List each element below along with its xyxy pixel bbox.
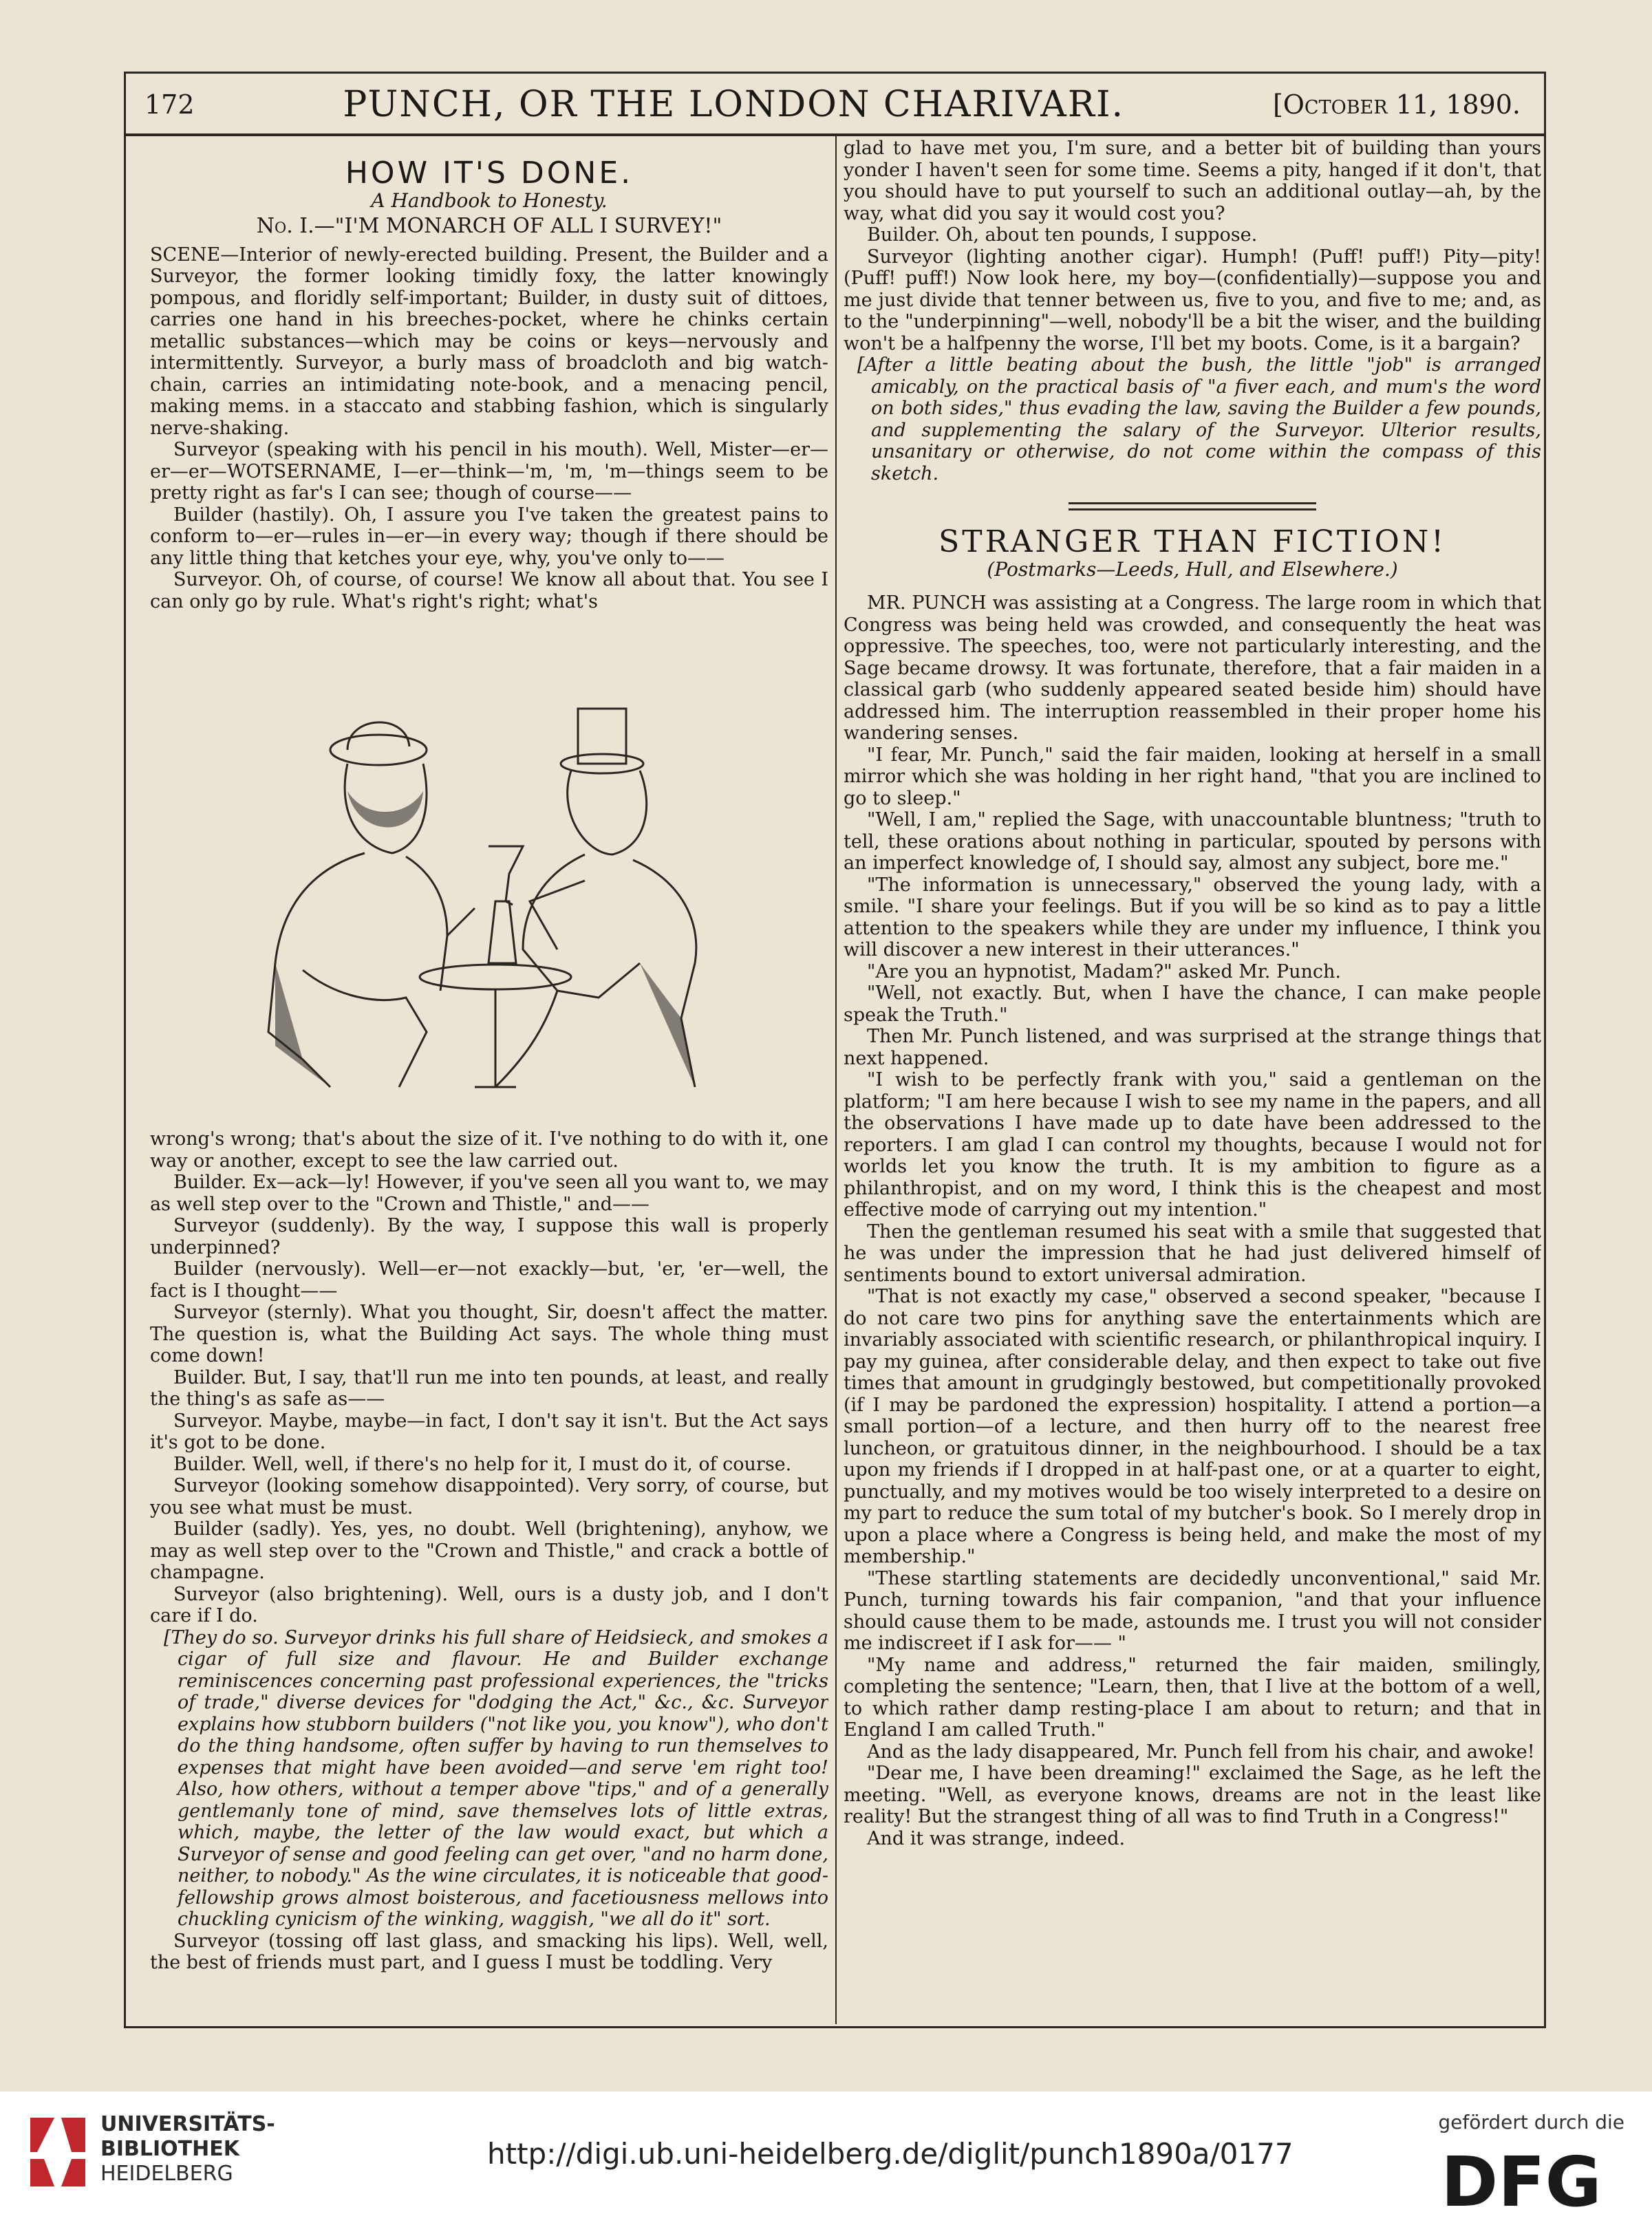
masthead-title: PUNCH, OR THE LONDON CHARIVARI. — [343, 84, 1125, 125]
header-rule — [124, 133, 1544, 136]
paragraph: "Are you an hypnotist, Madam?" asked Mr. Punch. — [867, 960, 1342, 982]
article2-subtitle: (Postmarks—Leeds, Hull, and Elsewhere.) — [987, 557, 1398, 581]
paragraph: Surveyor. Maybe, maybe—in fact, I don't say it isn't. But the Act says it's got to be done. — [150, 1410, 828, 1453]
right-column — [844, 138, 1541, 2012]
paragraph: Surveyor (also brightening). Well, ours is a dusty job, and I don't care if I do. — [150, 1583, 828, 1626]
column-divider — [835, 136, 837, 2024]
paragraph: "I wish to be perfectly frank with you," said a gentleman on the platform; "I am here because I wish to see my name in the papers, and all the observations I have made up to date have been addressed to the reporters. I am glad I can control my thoughts, because I would not for worlds let you know the truth. It is my ambition to figure as a philanthropist, and on my word, I think this is the cheapest and most effective mode of carrying out my intention." — [844, 1069, 1541, 1221]
article1-part: No. I.—"I'M MONARCH OF ALL I SURVEY!" — [256, 214, 722, 238]
paragraph: Surveyor (looking somehow disappointed). Very sorry, of course, but you see what must be must. — [150, 1475, 828, 1518]
dfg-logo-text: DFG — [1441, 2142, 1602, 2218]
stage-direction: [They do so. Surveyor drinks his full share of Heidsieck, and smokes a cigar of full size and flavour. He and Builder exchange reminiscences concerning past professional experiences, the "tricks of trade," diverse devices for "dodging the Act," &c., &c. Surveyor explains how stubborn builders ("not like you, you know"), who don't do the thing handsome, often suffer by having to run themselves to expenses that might have been avoided—and serve 'em right too! Also, how others, without a temper above "tips," and of a generally gentlemanly tone of mind, save themselves lots of little extras, which, maybe, the letter of the law would exact, but which a Surveyor of sense and good feeling can get over, "and no harm done, neither, to nobody." As the wine circulates, it is noticeable that good-fellowship grows almost boisterous, and facetiousness mellows into chuckling cynicism of the winking, waggish, "we all do it" sort. — [164, 1626, 828, 1930]
paragraph: Then the gentleman resumed his seat with a smile that suggested that he was under the impression that he had just delivered himself of sentiments bound to extort universal admiration. — [844, 1221, 1541, 1286]
page-number: 172 — [144, 89, 195, 120]
paragraph: glad to have met you, I'm sure, and a better bit of building than yours yonder I haven't seen for some time. Seems a pity, hanged if it don't, that you should have to put yourself to such an additional outlay—ah, by the way, what did you say it would cost you? — [844, 138, 1541, 224]
library-line-1: UNIVERSITÄTS- — [100, 2112, 275, 2136]
article1-title: HOW IT'S DONE. — [345, 155, 634, 191]
issue-date: [October 11, 1890. — [1272, 89, 1521, 120]
paragraph: MR. PUNCH was assisting at a Congress. The large room in which that Congress was being held was crowded, and consequently the heat was oppressive. The speeches, too, were not particularly interesting, and the Sage became drowsy. It was fortunate, therefore, that a fair maiden in a classical garb (who suddenly appeared seated beside him) should have addressed him. The interruption reassembled in their proper home his wandering senses. — [844, 592, 1541, 744]
article2-title: STRANGER THAN FICTION! — [938, 524, 1446, 559]
paragraph: "These startling statements are decidedly unconventional," said Mr. Punch, turning towards his fair companion, "and that your influence should cause them to be made, astounds me. I trust you will not consider me indiscreet if I ask for—— " — [844, 1567, 1541, 1654]
paragraph: "The information is unnecessary," observed the young lady, with a smile. "I share your feelings. But if you will be so kind as to pay a little attention to the speakers while they are under my influence, I think you will discover a new interest in their utterances." — [844, 874, 1541, 960]
paragraph: "That is not exactly my case," observed a second speaker, "because I do not care two pins for anything save the entertainments which are invariably associated with scientific research, or philanthropical inquiry. I pay my guinea, after considerable delay, and then expect to take out five times that amount in grudgingly bestowed, but competitionally provoked (if I may be pardoned the expression) hospitality. I attend a portion—a small portion—of a lecture, and then hurry off to the nearest free luncheon, or gratuitous dinner, in the neighbourhood. I should be a tax upon my friends if I dropped in at half-past one, or at a quarter to eight, punctually, and my motives would be too wisely interpreted to a desire on my part to reduce the sum total of my butcher's book. So I merely drop in upon a place where a Congress is being held, and make the most of my membership." — [844, 1286, 1541, 1567]
paragraph: And it was strange, indeed. — [867, 1827, 1126, 1849]
cartoon-illustration — [200, 674, 771, 1121]
paragraph: Builder (sadly). Yes, yes, no doubt. Well (brightening), anyhow, we may as well step over to the "Crown and Thistle," and crack a bottle of champagne. — [150, 1518, 828, 1583]
digitization-footer — [0, 2092, 1652, 2225]
dfg-logo-icon — [1418, 2142, 1624, 2218]
paragraph: Builder (nervously). Well—er—not exackly—but, 'er, 'er—well, the fact is I thought—— — [150, 1258, 828, 1302]
paragraph: Surveyor (speaking with his pencil in his mouth). Well, Mister—er—er—er—WOTSERNAME, I—er—think—'m, 'm, 'm—things seem to be pretty right as far's I can see; though of course—— — [150, 439, 828, 504]
paragraph: "I fear, Mr. Punch," said the fair maiden, looking at herself in a small mirror which she was holding in her right hand, "that you are inclined to go to sleep." — [844, 744, 1541, 809]
permalink[interactable]: http://digi.ub.uni-heidelberg.de/diglit/punch1890a/0177 — [487, 2137, 1294, 2171]
paragraph: Builder. Ex—ack—ly! However, if you've seen all you want to, we may as well step over to the "Crown and Thistle," and—— — [150, 1172, 828, 1215]
library-logo-icon — [23, 2111, 92, 2193]
funded-by-label: gefördert durch die — [1438, 2111, 1624, 2133]
paragraph: Builder. But, I say, that'll run me into ten pounds, at least, and really the thing's as safe as—— — [150, 1366, 828, 1410]
paragraph: Surveyor (sternly). What you thought, Sir, doesn't affect the matter. The question is, what the Building Act says. The whole thing must come down! — [150, 1302, 828, 1366]
left-column-top — [150, 153, 828, 676]
library-line-2: BIBLIOTHEK — [100, 2137, 239, 2161]
left-column-bottom — [150, 1128, 828, 2009]
paragraph: Builder (hastily). Oh, I assure you I've taken the greatest pains to conform to—er—rules in—er—in every way; though if there should be any little thing that ketches your eye, why, you've only to—— — [150, 504, 828, 569]
paragraph: Builder. Well, well, if there's no help for it, I must do it, of course. — [173, 1453, 792, 1475]
paragraph: Surveyor (tossing off last glass, and smacking his lips). Well, well, the best of friends must part, and I guess I must be toddling. Very — [150, 1930, 828, 1973]
library-line-3: HEIDELBERG — [100, 2162, 233, 2186]
paragraph: Surveyor (suddenly). By the way, I suppose this wall is properly underpinned? — [150, 1215, 828, 1258]
paragraph: "Well, not exactly. But, when I have the chance, I can make people speak the Truth." — [844, 982, 1541, 1026]
paragraph: "Well, I am," replied the Sage, with unaccountable bluntness; "truth to tell, these orations about nothing in particular, spouted by persons with an imperfect knowledge of, I should say, almost any subject, bore me." — [844, 809, 1541, 874]
paragraph: Builder. Oh, about ten pounds, I suppose. — [867, 224, 1258, 246]
paragraph: "Dear me, I have been dreaming!" exclaimed the Sage, as he left the meeting. "Well, as everyone knows, dreams are not in the least like reality! But the strangest thing of all was to find Truth in a Congress!" — [844, 1763, 1541, 1827]
paragraph: And as the lady disappeared, Mr. Punch fell from his chair, and awoke! — [867, 1741, 1535, 1763]
page-header — [131, 76, 1534, 133]
paragraph: "My name and address," returned the fair maiden, smilingly, completing the sentence; "Learn, then, that I live at the bottom of a well, to which rather damp resting-place I am about to return; and that in England I am called Truth." — [844, 1654, 1541, 1741]
article1-subtitle: A Handbook to Honesty. — [371, 189, 608, 212]
paragraph: Surveyor. Oh, of course, of course! We know all about that. You see I can only go by rule. What's right's right; what's — [150, 569, 828, 612]
library-name — [100, 2112, 275, 2186]
paragraph: Then Mr. Punch listened, and was surprised at the strange things that next happened. — [844, 1026, 1541, 1069]
paragraph: Surveyor (lighting another cigar). Humph! (Puff! puff!) Pity—pity! (Puff! puff!) Now look here, my boy—(confidentially)—suppose you and me just divide that tenner between us, five to you, and five to me; and, as to the "underpinning"—well, nobody'll be a bit the wiser, and the building won't be a halfpenny the worse, I'll bet my boots. Come, is it a bargain? — [844, 246, 1541, 354]
stage-direction: [After a little beating about the bush, the little "job" is arranged amicably, on the practical basis of "a fiver each, and mum's the word on both sides," thus evading the law, saving the Builder a few pounds, and supplementing the salary of the Surveyor. Ulterior results, unsanitary or otherwise, do not come within the compass of this sketch. — [857, 354, 1541, 484]
paragraph: wrong's wrong; that's about the size of it. I've nothing to do with it, one way or another, except to see the law carried out. — [150, 1128, 828, 1172]
section-divider — [1069, 502, 1316, 510]
paragraph: SCENE—Interior of newly-erected building. Present, the Builder and a Surveyor, the former looking timidly foxy, the latter knowingly pompous, and floridly self-important; Builder, in dusty suit of dittoes, carries one hand in his breeches-pocket, where he chinks certain metallic substances—which may be coins or keys—nervously and intermittently. Surveyor, a burly mass of broadcloth and big watch-chain, carries an intimidating note-book, and a menacing pencil, making mems. in a staccato and stabbing fashion, which is singularly nerve-shaking. — [150, 244, 828, 439]
